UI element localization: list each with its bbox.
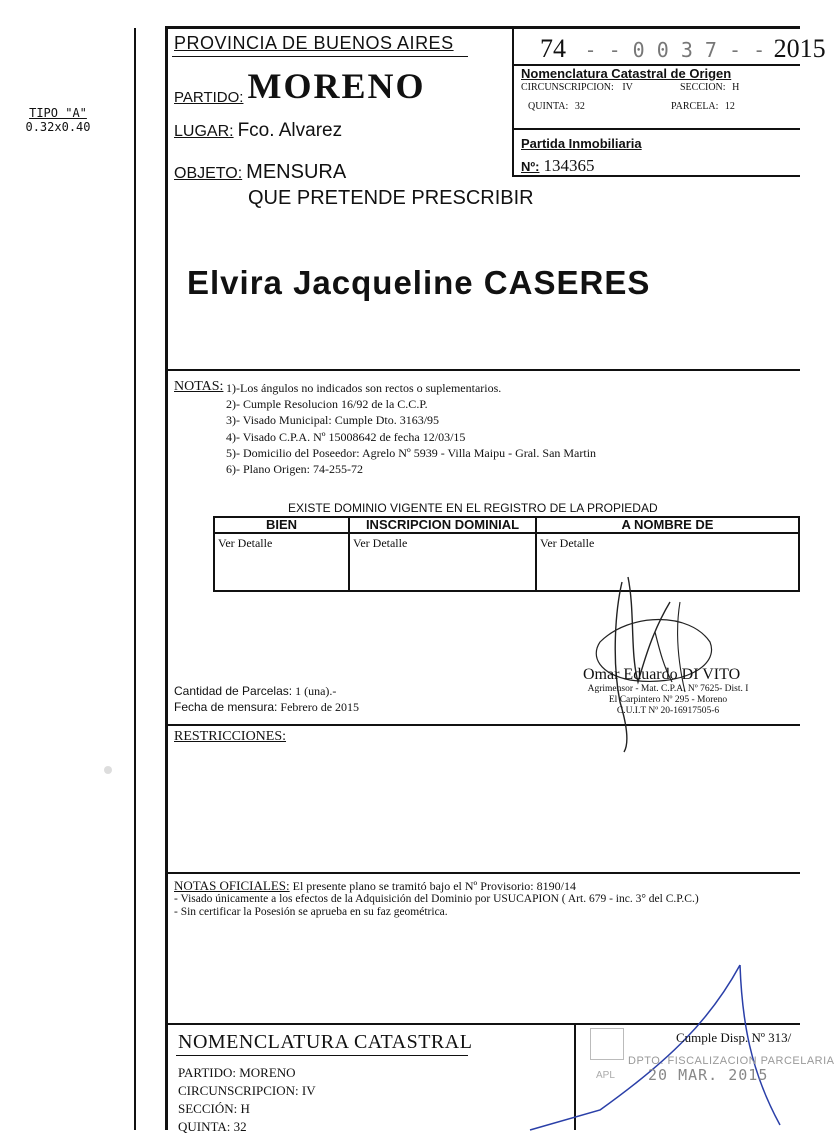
nomen-quinta — [528, 101, 585, 112]
restricciones-section-bottom — [165, 872, 800, 874]
provincia-underline — [172, 56, 468, 57]
nomen-parcela — [671, 101, 735, 112]
nomen-circ-value: IV — [622, 82, 633, 93]
nomenclatura-line: SECCIÓN: H — [178, 1101, 250, 1116]
partida-label: Nº: — [521, 159, 540, 174]
nomenclatura-line: CIRCUNSCRIPCION: IV — [178, 1083, 316, 1098]
nomen-origen-title: Nomenclatura Catastral de Origen — [521, 66, 732, 81]
frame-left — [165, 26, 168, 1130]
agrimensor-line: Agrimensor - Mat. C.P.A. Nº 7625- Dist. I — [587, 684, 749, 694]
dominio-header: A NOMBRE DE — [536, 517, 799, 533]
oficiales-item: - Visado únicamente a los efectos de la Adquisición del Dominio por USUCAPION ( Art. 679 - inc. 3° del C.P.C.) — [174, 893, 699, 905]
oficiales-text: El presente plano se tramitó bajo el Nº Provisorio: 8190/14 — [292, 879, 576, 893]
agrimensor-line: El Carpintero Nº 295 - Moreno — [608, 695, 728, 705]
stamp-date: 20 MAR. 2015 — [648, 1066, 769, 1084]
nomen-seccion — [680, 82, 739, 93]
nomen-quinta-label: QUINTA: — [528, 101, 569, 112]
nomen-parcela-label: PARCELA: — [671, 101, 719, 112]
nomen-circ-label: CIRCUNSCRIPCION: — [521, 82, 614, 93]
title-section-bottom — [165, 369, 800, 371]
nota-item: 1)-Los ángulos no indicados son rectos o suplementarios. — [226, 381, 502, 395]
nomenclatura-title: NOMENCLATURA CATASTRAL — [178, 1031, 473, 1053]
dominio-header: BIEN — [214, 517, 349, 533]
objeto-row — [174, 161, 346, 184]
nomen-parcela-value: 12 — [724, 101, 735, 112]
nomenclatura-line: QUINTA: 32 — [178, 1119, 247, 1134]
stamp-logo — [590, 1028, 624, 1060]
lugar-row — [174, 120, 342, 142]
nomen-box-bottom — [512, 128, 800, 130]
dominio-cell: Ver Detalle — [349, 533, 536, 591]
partida-title: Partida Inmobiliaria — [521, 136, 642, 151]
plano-partido: 74 — [540, 34, 566, 63]
agrimensor-name: Omar Eduardo DI VITO — [583, 666, 741, 683]
fecha-label: Fecha de mensura: — [174, 700, 278, 714]
plano-year: 2015 — [773, 34, 826, 63]
dominio-cell: Ver Detalle — [536, 533, 799, 591]
dominio-header-row — [214, 517, 799, 533]
punch-mark — [104, 766, 112, 774]
nomenclatura-line: PARTIDO: MORENO — [178, 1065, 296, 1080]
partido-value: MORENO — [247, 66, 426, 106]
agrimensor-line: C.U.I.T Nº 20-16917505-6 — [616, 706, 720, 716]
oficiales-items — [174, 893, 699, 919]
dominio-cell: Ver Detalle — [214, 533, 349, 591]
lugar-value: Fco. Alvarez — [237, 120, 343, 141]
fecha-value: Febrero de 2015 — [280, 700, 360, 714]
oficiales-label: NOTAS OFICIALES: — [174, 878, 290, 893]
nota-item: 2)- Cumple Resolucion 16/92 de la C.C.P. — [226, 397, 428, 412]
fecha-row — [174, 700, 359, 715]
cantidad-label: Cantidad de Parcelas: — [174, 684, 293, 698]
nomenclatura-lines — [178, 1064, 316, 1136]
partido-label: PARTIDO: — [174, 89, 244, 106]
tipo-size: 0.32x0.40 — [25, 120, 91, 134]
frame-top — [165, 26, 800, 29]
objeto-label: OBJETO: — [174, 165, 243, 182]
provincia: PROVINCIA DE BUENOS AIRES — [174, 33, 454, 53]
nota-item: 4)- Visado C.P.A. Nº 15008642 de fecha 12/03/15 — [226, 429, 466, 444]
owner-name: Elvira Jacqueline CASERES — [187, 264, 651, 301]
lugar-label: LUGAR: — [174, 123, 234, 140]
stamp-prefix: APL — [596, 1070, 615, 1081]
partido-row — [174, 66, 425, 106]
notas-list — [226, 380, 596, 477]
stamp-dept: DPTO. FISCALIZACION PARCELARIA — [628, 1055, 835, 1067]
dominio-header: INSCRIPCION DOMINIAL — [349, 517, 536, 533]
oficiales-item: - Sin certificar la Posesión se aprueba en su faz geométrica. — [174, 906, 448, 918]
notas-label: NOTAS: — [174, 379, 224, 394]
cantidad-row — [174, 684, 336, 699]
cantidad-value: 1 (una).- — [295, 684, 337, 698]
nomen-seccion-label: SECCION: — [680, 82, 726, 93]
plano-sequence: - - 0 0 3 7 - - — [584, 38, 766, 62]
plano-number — [540, 34, 826, 64]
objeto-line1: MENSURA — [246, 161, 347, 183]
objeto-line2: QUE PRETENDE PRESCRIBIR — [248, 187, 534, 209]
nomen-circ — [521, 82, 633, 93]
nota-item: 6)- Plano Origen: 74-255-72 — [226, 462, 363, 477]
nomen-seccion-value: H — [732, 82, 740, 93]
nota-item: 5)- Domicilio del Poseedor: Agrelo Nº 5939 - Villa Maipu - Gral. San Martin — [226, 445, 597, 460]
restricciones-label: RESTRICCIONES: — [174, 729, 287, 744]
agrimensor-details — [568, 684, 768, 717]
nomen-quinta-value: 32 — [574, 101, 585, 112]
nomenclatura-underline — [176, 1055, 468, 1056]
header-divider — [512, 26, 514, 176]
partida-value: 134365 — [543, 156, 595, 175]
dominio-title: EXISTE DOMINIO VIGENTE EN EL REGISTRO DE LA PROPIEDAD — [288, 501, 658, 515]
stamp-cumple: Cumple Disp. Nº 313/ — [676, 1030, 792, 1045]
tipo-block — [18, 106, 98, 134]
tipo-label: TIPO "A" — [29, 106, 87, 120]
oficiales-row — [174, 878, 576, 894]
binding-line — [134, 28, 136, 1130]
partida-row — [521, 156, 594, 176]
nota-item: 3)- Visado Municipal: Cumple Dto. 3163/95 — [226, 413, 440, 428]
